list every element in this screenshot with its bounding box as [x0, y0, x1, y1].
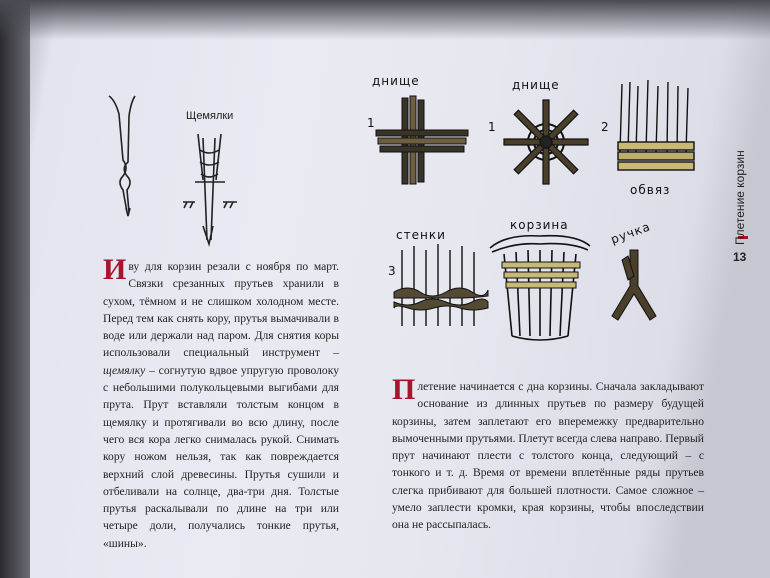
step-1b: 1 [488, 120, 496, 134]
walls-diagram [392, 240, 492, 340]
left-text-part1: ву для корзин резали с ноября по март. Связки срезанных прутьев хранили в сухом, тёмном и не слишком холодном месте. Перед тем как снять кору, прутья вымачивали в воде или держали над паром. Для снятия коры использовали специальный инструмент – [103, 260, 339, 360]
step-1a: 1 [367, 116, 375, 130]
left-text-italic-term: щемялку [103, 363, 146, 377]
weave-tie-diagram [612, 80, 712, 180]
wheel-base-diagram [496, 92, 596, 192]
label-bottom-1: днище [372, 74, 420, 88]
label-basket: корзина [510, 218, 569, 232]
right-text-body: летение начинается с дна корзины. Сначала закладывают основание из длинных прутьев по размеру будущей корзины, затем заплетают его вперемежку предварительно вымоченными прутьями. Плетут всегда слева направо. Первый прут начинают плести с толстого конца, следующий – с тонкого и т. д. Время от времени вплетённые ряды прутьев слегка прибивают для большей плотности. Самое сложное – умело заплести кромки, края корзины, чтобы впоследствии она не рассыпалась. [392, 380, 704, 532]
label-walls: стенки [396, 228, 446, 242]
left-text-part2: – согнутую вдвое упругую проволоку с небольшими полукольцевыми выгибами для прута. Прут вставляли толстым концом в щемялку и протягивали во всю длину, после чего вся кора легко снималась рукой. Снимать кору ножом нельзя, так как повреждается верхний слой древесины. Прутья сушили и отбеливали на солнце, два-три дня. Толстые прутья раскалывали по длине на три или четыре доли, получались тонкие прутья, «шины». [103, 363, 339, 550]
label-handle: ручка [608, 219, 653, 247]
right-text-block [392, 373, 704, 534]
cross-base-diagram [372, 92, 482, 192]
top-page-edge [0, 0, 770, 40]
left-text-block [103, 253, 339, 552]
left-page-edge [0, 0, 30, 578]
handle-diagram [604, 246, 664, 336]
drop-cap-left: И [103, 253, 127, 286]
tool-caption: Щемялки [186, 110, 234, 122]
running-title: Плетение корзин [733, 150, 747, 245]
step-3: 3 [388, 264, 396, 278]
page-number: 13 [733, 250, 747, 264]
label-bottom-2: днище [512, 78, 560, 92]
label-tie: обвяз [630, 183, 671, 197]
basket-diagram [486, 228, 596, 348]
step-2: 2 [601, 120, 609, 134]
drop-cap-right: П [392, 373, 416, 406]
